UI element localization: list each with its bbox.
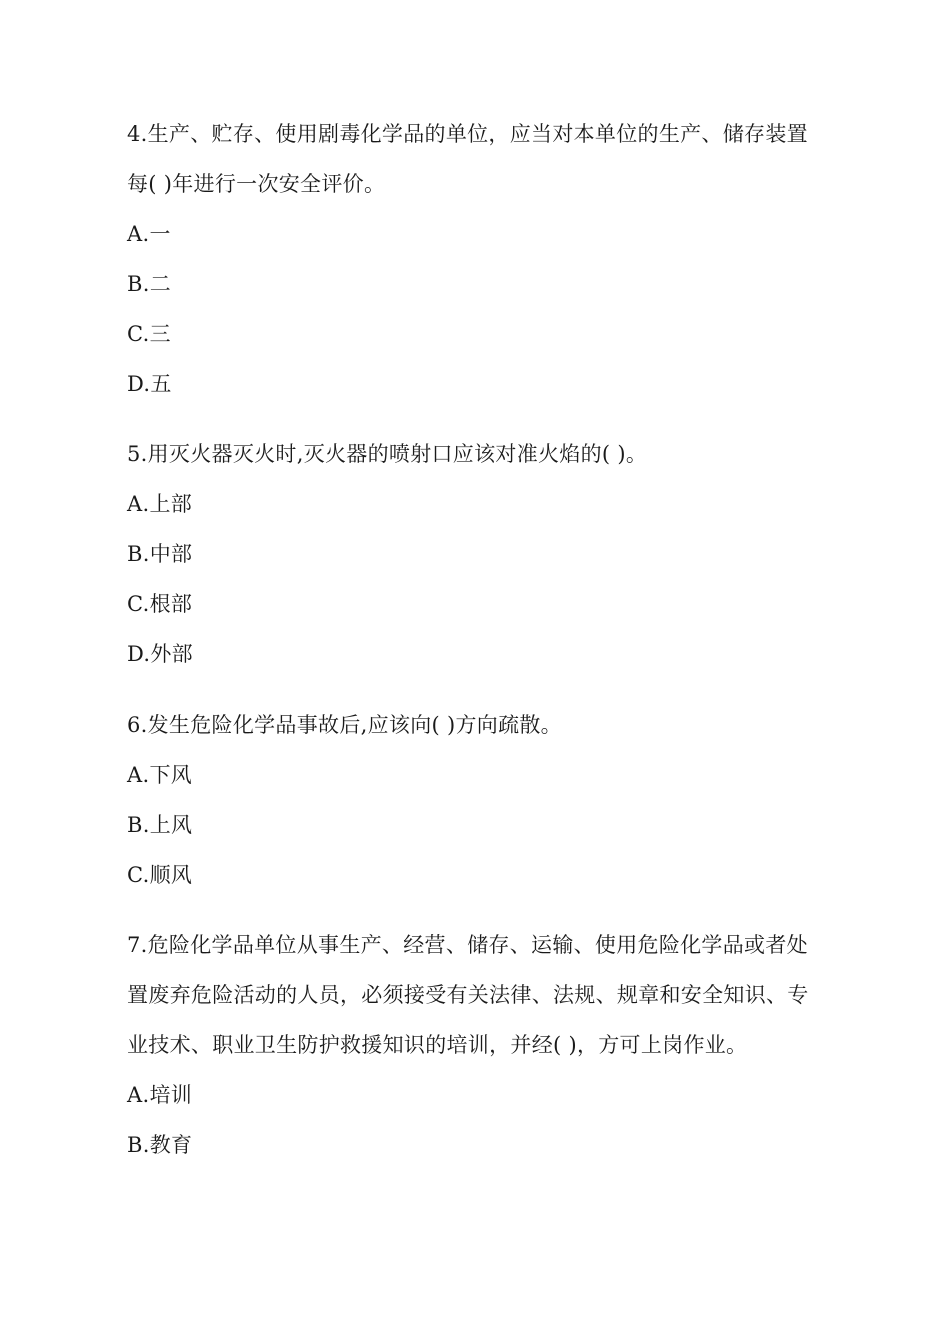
question-5-stem-line-1: 5.用灭火器灭火时,灭火器的喷射口应该对准火焰的( )。 [127, 442, 648, 466]
question-7-stem-line-1: 7.危险化学品单位从事生产、经营、储存、运输、使用危险化学品或者处 [127, 933, 808, 957]
question-5-option-b: B.中部 [127, 542, 193, 566]
question-5-option-d: D.外部 [127, 642, 193, 666]
question-7-option-b: B.教育 [127, 1133, 193, 1157]
question-6-option-b: B.上风 [127, 813, 193, 837]
question-5-option-c: C.根部 [127, 592, 193, 616]
question-5-option-a: A.上部 [127, 492, 193, 516]
question-7-stem-line-2: 置废弃危险活动的人员，必须接受有关法律、法规、规章和安全知识、专 [127, 983, 809, 1007]
question-4-option-b: B.二 [127, 272, 172, 296]
question-4-option-c: C.三 [127, 322, 171, 346]
question-7-option-a: A.培训 [127, 1083, 193, 1107]
question-4-option-a: A.一 [127, 222, 171, 246]
question-4-stem-line-2: 每( )年进行一次安全评价。 [127, 172, 386, 196]
question-4-option-d: D.五 [127, 372, 172, 396]
question-7-stem-line-3: 业技术、职业卫生防护救援知识的培训，并经( )，方可上岗作业。 [127, 1033, 748, 1057]
question-6-stem-line-1: 6.发生危险化学品事故后,应该向( )方向疏散。 [127, 713, 562, 737]
question-6-option-c: C.顺风 [127, 863, 193, 887]
question-6-option-a: A.下风 [127, 763, 193, 787]
question-4-stem-line-1: 4.生产、贮存、使用剧毒化学品的单位，应当对本单位的生产、储存装置 [127, 122, 808, 146]
